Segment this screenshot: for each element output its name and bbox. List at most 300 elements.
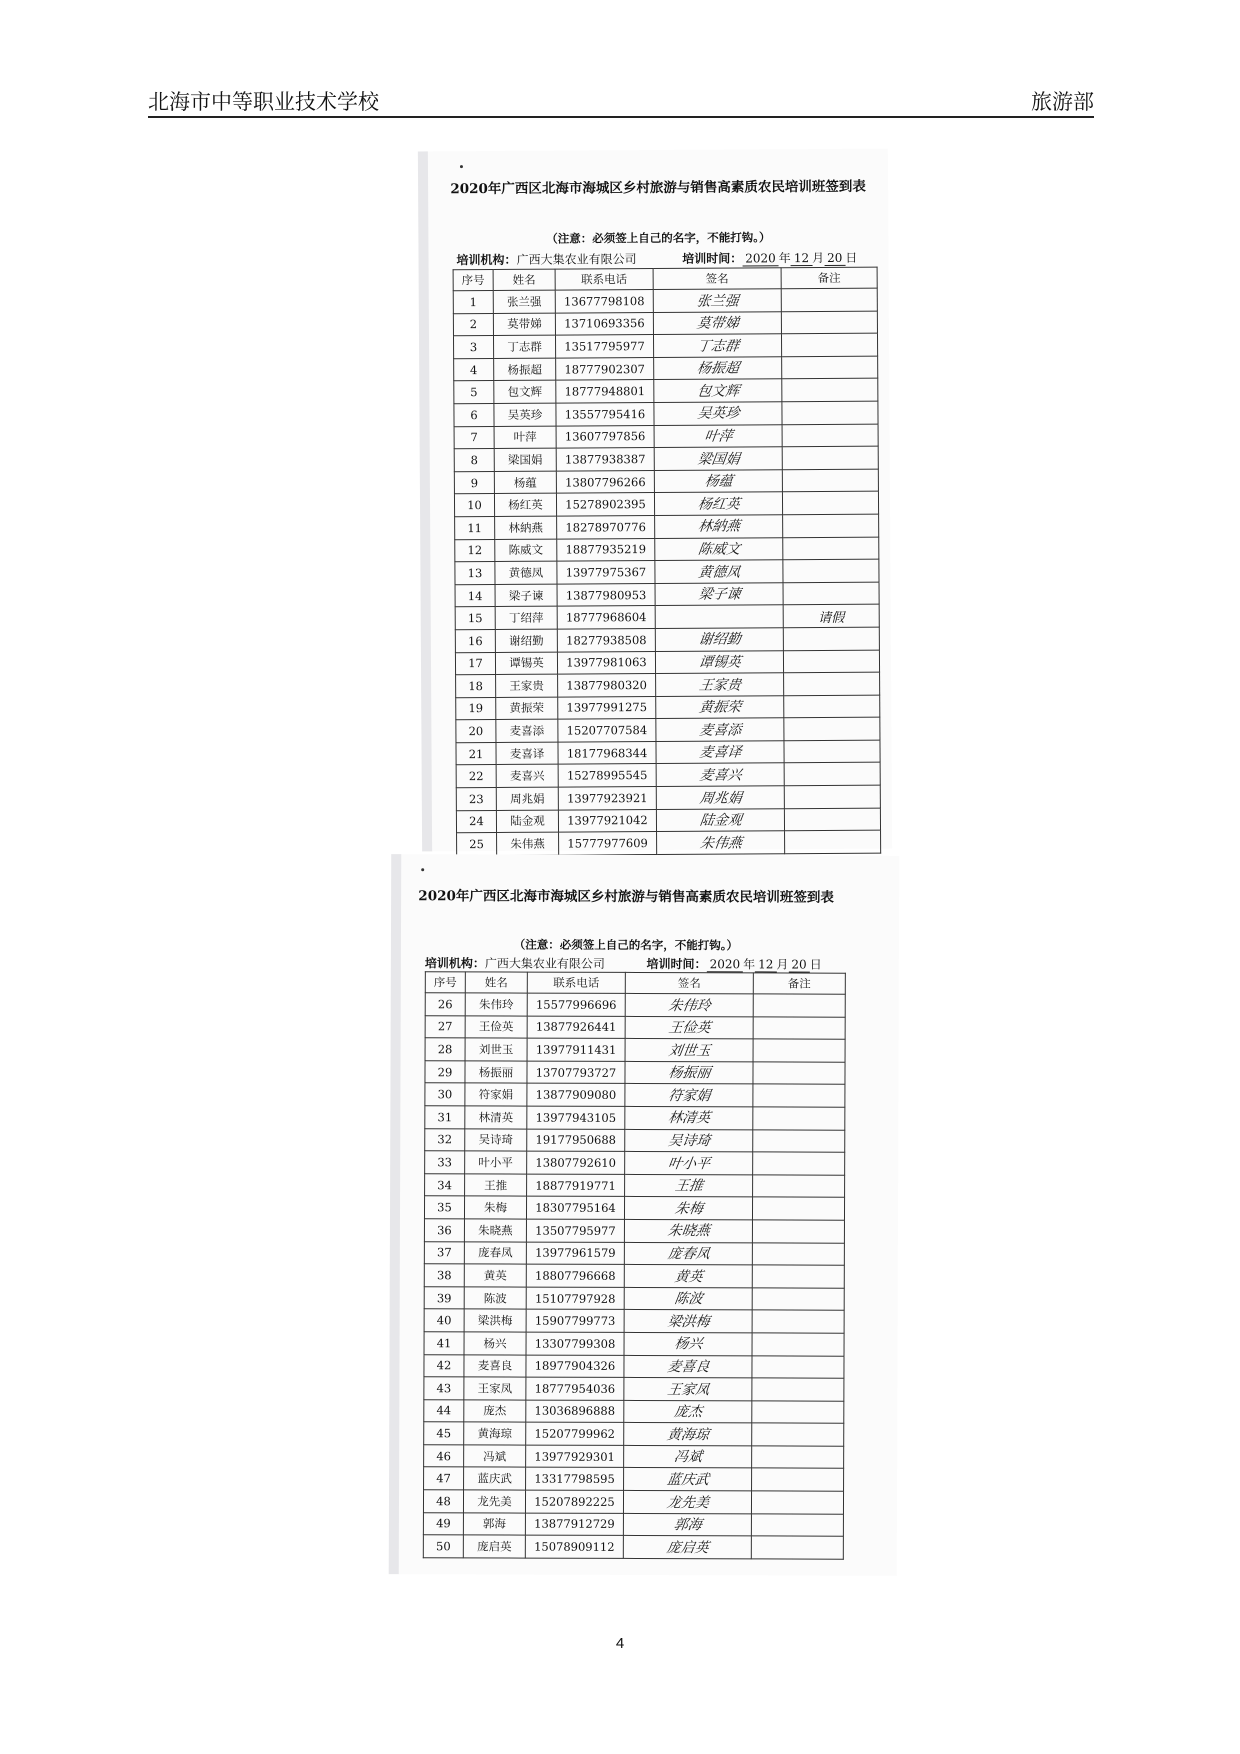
table-row xyxy=(455,650,879,675)
cell-phone: 13517795977 xyxy=(555,335,653,358)
cell-remark xyxy=(752,1265,844,1288)
cell-phone: 13977975367 xyxy=(557,561,655,584)
cell-name: 郭海 xyxy=(463,1513,525,1536)
cell-signature: 麦喜良 xyxy=(622,1355,753,1378)
table-row xyxy=(424,1377,844,1401)
cell-phone: 13977943105 xyxy=(527,1106,625,1129)
cell-remark xyxy=(782,356,878,379)
cell-number: 9 xyxy=(454,471,494,494)
cell-name: 莫带娣 xyxy=(493,313,555,336)
scan-edge xyxy=(418,151,432,851)
cell-name: 杨蕴 xyxy=(494,471,556,494)
cell-remark xyxy=(753,1039,845,1062)
cell-name: 王推 xyxy=(465,1174,527,1197)
cell-remark xyxy=(782,446,878,469)
cell-name: 黄振荣 xyxy=(496,697,558,720)
org-label: 培训机构： xyxy=(424,956,485,971)
column-header: 签名 xyxy=(625,972,753,993)
table-row xyxy=(425,993,845,1017)
cell-remark xyxy=(752,1310,844,1333)
cell-phone: 13807792610 xyxy=(527,1151,625,1174)
cell-number: 29 xyxy=(425,1061,465,1084)
page-number: 4 xyxy=(615,1635,625,1652)
cell-name: 叶萍 xyxy=(494,426,556,449)
cell-name: 符家娟 xyxy=(465,1083,527,1106)
cell-name: 朱伟玲 xyxy=(465,993,527,1016)
time-year: 2020 xyxy=(742,251,779,266)
cell-name: 杨兴 xyxy=(464,1332,526,1355)
cell-signature: 王家凤 xyxy=(622,1378,753,1401)
cell-number: 3 xyxy=(453,336,493,359)
table-row xyxy=(453,333,877,358)
table-row xyxy=(456,717,880,742)
table-row xyxy=(456,785,880,810)
cell-name: 麦喜添 xyxy=(496,719,558,742)
cell-number: 16 xyxy=(455,629,495,652)
cell-number: 11 xyxy=(455,516,495,539)
cell-number: 36 xyxy=(424,1219,464,1242)
sheet-org-line xyxy=(456,249,857,268)
cell-signature: 陈威文 xyxy=(653,537,784,560)
cell-signature: 麦喜兴 xyxy=(655,763,786,786)
org-name: 广西大集农业有限公司 xyxy=(516,252,637,267)
table-row xyxy=(425,1151,845,1175)
cell-remark xyxy=(784,763,880,786)
day-char: 日 xyxy=(809,957,822,972)
cell-remark xyxy=(752,1242,844,1265)
cell-phone: 13317798595 xyxy=(526,1468,624,1491)
cell-remark xyxy=(753,1175,845,1198)
cell-name: 周兆娟 xyxy=(496,787,558,810)
table-row xyxy=(455,559,879,584)
cell-signature: 周兆娟 xyxy=(655,786,786,809)
cell-name: 林納燕 xyxy=(495,516,557,539)
cell-signature: 梁国娟 xyxy=(653,447,784,470)
cell-signature: 黄英 xyxy=(623,1265,754,1288)
cell-number: 15 xyxy=(455,607,495,630)
column-header: 联系电话 xyxy=(527,972,625,993)
month-char: 月 xyxy=(812,250,825,266)
table-row xyxy=(456,672,880,697)
time-label: 培训时间： xyxy=(682,251,743,266)
org-name: 广西大集农业有限公司 xyxy=(484,956,605,971)
cell-name: 杨振丽 xyxy=(465,1061,527,1084)
table-row xyxy=(424,1264,844,1288)
cell-phone: 13877912729 xyxy=(525,1513,623,1536)
cell-remark xyxy=(752,1197,844,1220)
cell-remark xyxy=(782,424,878,447)
cell-name: 朱晓燕 xyxy=(464,1219,526,1242)
cell-name: 杨红英 xyxy=(494,493,556,516)
cell-name: 庞启英 xyxy=(463,1535,525,1558)
cell-signature: 符家娟 xyxy=(623,1084,754,1107)
cell-number: 40 xyxy=(424,1309,464,1332)
cell-signature: 林納燕 xyxy=(653,515,784,538)
cell-number: 34 xyxy=(425,1173,465,1196)
cell-phone: 18777968604 xyxy=(557,606,655,629)
page-header xyxy=(148,86,1094,118)
cell-remark xyxy=(753,994,845,1017)
time-month: 12 xyxy=(791,251,812,266)
cell-phone: 18307795164 xyxy=(526,1196,624,1219)
cell-number: 43 xyxy=(424,1377,464,1400)
scan-speck xyxy=(460,165,463,168)
cell-remark xyxy=(784,740,880,763)
cell-remark xyxy=(753,1107,845,1130)
cell-phone: 15278995545 xyxy=(558,764,656,787)
cell-name: 麦喜良 xyxy=(464,1354,526,1377)
table-row xyxy=(423,1512,843,1536)
cell-remark xyxy=(785,830,881,853)
cell-remark xyxy=(751,1514,843,1537)
cell-remark xyxy=(782,401,878,424)
table-row xyxy=(423,1535,843,1559)
cell-signature: 麦喜译 xyxy=(655,741,786,764)
table-header-row xyxy=(453,267,877,291)
roster-table xyxy=(423,971,846,1559)
cell-number: 35 xyxy=(424,1196,464,1219)
cell-phone: 15207707584 xyxy=(558,719,656,742)
cell-signature: 黄海琼 xyxy=(622,1423,753,1446)
time-label: 培训时间： xyxy=(646,957,707,972)
cell-name: 朱梅 xyxy=(464,1196,526,1219)
cell-name: 龙先美 xyxy=(463,1490,525,1513)
cell-signature: 陈波 xyxy=(623,1287,754,1310)
cell-name: 林清英 xyxy=(465,1106,527,1129)
cell-signature: 叶萍 xyxy=(653,424,784,447)
roster-table xyxy=(453,267,882,856)
cell-remark xyxy=(783,650,879,673)
cell-phone: 13877938387 xyxy=(556,448,654,471)
cell-signature: 冯斌 xyxy=(622,1445,753,1468)
cell-remark xyxy=(752,1446,844,1469)
column-header: 备注 xyxy=(781,267,877,289)
table-row xyxy=(454,491,878,516)
column-header: 序号 xyxy=(425,972,465,993)
cell-number: 24 xyxy=(456,810,496,833)
table-row xyxy=(454,356,878,381)
cell-phone: 13557795416 xyxy=(556,402,654,425)
cell-phone: 15907799773 xyxy=(526,1309,624,1332)
cell-signature: 丁志群 xyxy=(652,334,783,357)
cell-signature: 王俭英 xyxy=(624,1016,755,1039)
cell-signature: 黄德凤 xyxy=(653,560,784,583)
cell-phone: 13977921042 xyxy=(558,809,656,832)
cell-signature: 杨振超 xyxy=(652,356,783,379)
cell-phone: 13877980953 xyxy=(557,583,655,606)
cell-name: 冯斌 xyxy=(464,1445,526,1468)
cell-signature: 吴诗琦 xyxy=(623,1129,754,1152)
table-row xyxy=(455,514,879,539)
cell-remark xyxy=(752,1220,844,1243)
time-year: 2020 xyxy=(707,957,744,972)
cell-phone: 13036896888 xyxy=(526,1400,624,1423)
cell-phone: 13977923921 xyxy=(558,787,656,810)
cell-name: 麦喜译 xyxy=(496,742,558,765)
cell-signature: 杨振丽 xyxy=(623,1061,754,1084)
cell-phone: 15107797928 xyxy=(526,1287,624,1310)
sheet-note: （注意：必须签上自己的名字，不能打钩。） xyxy=(546,230,771,246)
cell-remark xyxy=(753,1062,845,1085)
cell-number: 6 xyxy=(454,403,494,426)
table-row xyxy=(456,808,880,833)
table-row xyxy=(457,830,881,855)
cell-remark xyxy=(783,514,879,537)
cell-remark xyxy=(751,1536,843,1559)
cell-signature: 杨红英 xyxy=(653,492,784,515)
cell-number: 47 xyxy=(424,1467,464,1490)
cell-phone: 18777948801 xyxy=(556,380,654,403)
cell-phone: 18177968344 xyxy=(558,741,656,764)
cell-signature: 杨蕴 xyxy=(653,469,784,492)
cell-remark xyxy=(752,1355,844,1378)
cell-remark xyxy=(782,379,878,402)
cell-remark xyxy=(783,559,879,582)
table-row xyxy=(425,1061,845,1085)
cell-remark xyxy=(784,717,880,740)
table-row xyxy=(453,311,877,336)
table-row xyxy=(454,424,878,449)
cell-signature: 张兰强 xyxy=(652,289,783,312)
cell-number: 27 xyxy=(425,1015,465,1038)
month-char: 月 xyxy=(776,957,789,972)
table-row xyxy=(455,604,879,629)
cell-phone: 18277938508 xyxy=(557,628,655,651)
cell-remark xyxy=(783,627,879,650)
cell-remark xyxy=(782,491,878,514)
cell-name: 王家凤 xyxy=(464,1377,526,1400)
cell-name: 黄英 xyxy=(464,1264,526,1287)
cell-phone: 18977904326 xyxy=(526,1355,624,1378)
cell-phone: 18777902307 xyxy=(556,357,654,380)
cell-phone: 13877909080 xyxy=(527,1083,625,1106)
cell-signature: 包文辉 xyxy=(652,379,783,402)
table-row xyxy=(425,1083,845,1107)
cell-phone: 13677798108 xyxy=(555,290,653,313)
cell-number: 21 xyxy=(456,742,496,765)
cell-name: 王俭英 xyxy=(465,1015,527,1038)
cell-remark xyxy=(753,1129,845,1152)
cell-signature: 叶小平 xyxy=(623,1152,754,1175)
cell-remark xyxy=(752,1423,844,1446)
cell-remark xyxy=(782,469,878,492)
cell-number: 4 xyxy=(454,358,494,381)
cell-signature: 刘世玉 xyxy=(623,1039,754,1062)
cell-signature: 朱伟玲 xyxy=(624,993,755,1016)
cell-number: 46 xyxy=(424,1445,464,1468)
cell-phone: 19177950688 xyxy=(527,1129,625,1152)
sheet-note: （注意：必须签上自己的名字，不能打钩。） xyxy=(513,937,739,953)
cell-phone: 18807796668 xyxy=(526,1264,624,1287)
cell-remark: 请假 xyxy=(783,604,879,627)
cell-phone: 13307799308 xyxy=(526,1332,624,1355)
year-char: 年 xyxy=(778,251,791,266)
cell-number: 18 xyxy=(456,675,496,698)
cell-number: 7 xyxy=(454,426,494,449)
cell-signature: 朱伟燕 xyxy=(655,831,786,854)
table-row xyxy=(424,1332,844,1356)
table-row xyxy=(454,446,878,471)
cell-number: 14 xyxy=(455,584,495,607)
cell-name: 梁国娟 xyxy=(494,448,556,471)
cell-number: 19 xyxy=(456,697,496,720)
cell-name: 蓝庆武 xyxy=(464,1467,526,1490)
cell-signature: 龙先美 xyxy=(622,1490,753,1513)
cell-number: 39 xyxy=(424,1286,464,1309)
cell-phone: 18278970776 xyxy=(557,515,655,538)
cell-remark xyxy=(784,672,880,695)
cell-name: 陆金观 xyxy=(496,810,558,833)
cell-name: 包文辉 xyxy=(494,380,556,403)
cell-number: 48 xyxy=(423,1490,463,1513)
cell-number: 49 xyxy=(423,1512,463,1535)
cell-name: 陈波 xyxy=(464,1287,526,1310)
cell-name: 杨振超 xyxy=(494,358,556,381)
table-row xyxy=(424,1422,844,1446)
cell-number: 31 xyxy=(425,1106,465,1129)
column-header: 序号 xyxy=(453,269,493,290)
cell-signature: 谭锡英 xyxy=(654,650,785,673)
cell-name: 吴英珍 xyxy=(494,403,556,426)
cell-signature: 麦喜添 xyxy=(654,718,785,741)
table-row xyxy=(424,1286,844,1310)
cell-remark xyxy=(752,1468,844,1491)
sheet-org-line xyxy=(425,954,822,972)
table-row xyxy=(454,469,878,494)
cell-phone: 15207892225 xyxy=(525,1490,623,1513)
table-row xyxy=(456,740,880,765)
cell-signature: 吴英珍 xyxy=(652,402,783,425)
cell-phone: 13977991275 xyxy=(558,696,656,719)
cell-number: 32 xyxy=(425,1128,465,1151)
cell-name: 黄德凤 xyxy=(495,561,557,584)
cell-signature: 朱梅 xyxy=(623,1197,754,1220)
cell-name: 谭锡英 xyxy=(495,652,557,675)
cell-phone: 15278902395 xyxy=(556,493,654,516)
table-row xyxy=(425,1038,845,1062)
table-body xyxy=(453,288,880,855)
cell-number: 26 xyxy=(425,993,465,1016)
cell-phone: 13507795977 xyxy=(526,1219,624,1242)
cell-phone: 13710693356 xyxy=(555,312,653,335)
day-char: 日 xyxy=(845,250,858,265)
cell-phone: 13607797856 xyxy=(556,425,654,448)
cell-signature: 王家贵 xyxy=(654,673,785,696)
sheet-title: 2020年广西区北海市海城区乡村旅游与销售高素质农民培训班签到表 xyxy=(418,888,834,906)
cell-name: 麦喜兴 xyxy=(496,765,558,788)
cell-remark xyxy=(752,1333,844,1356)
cell-number: 5 xyxy=(454,381,494,404)
cell-signature: 梁洪梅 xyxy=(623,1310,754,1333)
cell-number: 1 xyxy=(453,290,493,313)
cell-remark xyxy=(784,808,880,831)
scan-speck xyxy=(421,868,424,871)
table-header-row xyxy=(425,972,845,994)
cell-number: 45 xyxy=(424,1422,464,1445)
cell-name: 庞杰 xyxy=(464,1400,526,1423)
cell-signature: 谢绍勤 xyxy=(654,628,785,651)
cell-phone: 13977961579 xyxy=(526,1242,624,1265)
cell-name: 黄海琼 xyxy=(464,1422,526,1445)
column-header: 姓名 xyxy=(493,269,555,290)
cell-phone: 13977929301 xyxy=(526,1445,624,1468)
scan-edge xyxy=(389,854,402,1574)
cell-remark xyxy=(781,333,877,356)
cell-remark xyxy=(783,582,879,605)
table-row xyxy=(456,763,880,788)
cell-remark xyxy=(753,1084,845,1107)
scanned-sheet-1 xyxy=(418,149,892,852)
table-row xyxy=(423,1490,843,1514)
cell-remark xyxy=(753,1016,845,1039)
cell-number: 13 xyxy=(455,562,495,585)
department-name: 旅游部 xyxy=(1031,90,1094,114)
cell-name: 吴诗琦 xyxy=(465,1128,527,1151)
school-name: 北海市中等职业技术学校 xyxy=(148,90,379,114)
table-row xyxy=(454,401,878,426)
cell-signature: 黄振荣 xyxy=(654,695,785,718)
cell-phone: 15207799962 xyxy=(526,1422,624,1445)
cell-phone: 15577996696 xyxy=(527,993,625,1016)
table-row xyxy=(424,1196,844,1220)
cell-number: 44 xyxy=(424,1399,464,1422)
cell-name: 庞春凤 xyxy=(464,1241,526,1264)
cell-remark xyxy=(781,288,877,311)
table-row xyxy=(424,1241,844,1265)
table-row xyxy=(425,1128,845,1152)
cell-remark xyxy=(783,537,879,560)
cell-number: 30 xyxy=(425,1083,465,1106)
cell-remark xyxy=(751,1491,843,1514)
table-body xyxy=(423,993,845,1559)
cell-phone: 15078909112 xyxy=(525,1535,623,1558)
table-row xyxy=(425,1015,845,1039)
table-row xyxy=(456,695,880,720)
scanned-sheet-2 xyxy=(389,854,900,1576)
cell-number: 10 xyxy=(454,494,494,517)
time-day: 20 xyxy=(824,251,845,266)
cell-signature: 林清英 xyxy=(623,1106,754,1129)
org-label: 培训机构： xyxy=(456,252,517,268)
cell-number: 50 xyxy=(423,1535,463,1558)
table-row xyxy=(424,1309,844,1333)
cell-remark xyxy=(753,1152,845,1175)
cell-name: 叶小平 xyxy=(465,1151,527,1174)
table-row xyxy=(455,537,879,562)
cell-name: 丁志群 xyxy=(493,335,555,358)
cell-number: 38 xyxy=(424,1264,464,1287)
cell-name: 梁子谏 xyxy=(495,584,557,607)
cell-name: 张兰强 xyxy=(493,290,555,313)
cell-number: 12 xyxy=(455,539,495,562)
cell-remark xyxy=(784,785,880,808)
cell-signature: 梁子谏 xyxy=(654,582,785,605)
cell-remark xyxy=(781,311,877,334)
table-row xyxy=(425,1173,845,1197)
cell-signature: 陆金观 xyxy=(655,808,786,831)
cell-name: 朱伟燕 xyxy=(497,832,559,855)
cell-name: 丁绍萍 xyxy=(495,606,557,629)
cell-phone: 13807796266 xyxy=(556,470,654,493)
time-day: 20 xyxy=(788,958,809,973)
cell-remark xyxy=(784,695,880,718)
cell-signature: 杨兴 xyxy=(622,1332,753,1355)
cell-signature: 庞启英 xyxy=(622,1536,753,1559)
cell-signature: 莫带娣 xyxy=(652,311,783,334)
table-row xyxy=(455,582,879,607)
table-row xyxy=(424,1354,844,1378)
cell-number: 17 xyxy=(455,652,495,675)
